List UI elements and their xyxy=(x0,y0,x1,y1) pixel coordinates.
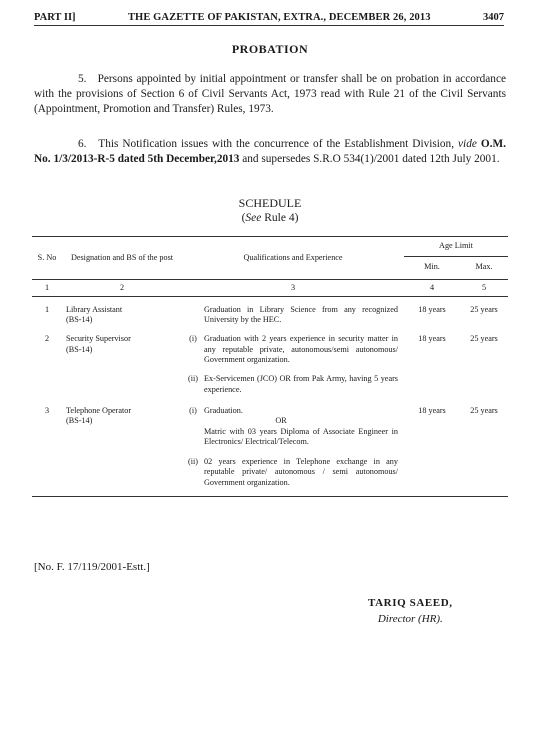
col-number-1: 1 xyxy=(44,282,50,292)
row-3-or: OR xyxy=(275,416,287,426)
page-number: 3407 xyxy=(483,12,504,23)
table-row xyxy=(32,447,508,496)
row-2-q2-num: (ii) xyxy=(187,374,198,384)
paragraph-6 xyxy=(34,137,506,167)
header-max: Max. xyxy=(475,262,493,272)
part-label: PART II] xyxy=(34,12,76,23)
row-3-graduation: Graduation. xyxy=(204,405,243,415)
probation-heading: PROBATION xyxy=(231,42,309,56)
file-reference: [No. F. 17/119/2001-Estt.] xyxy=(34,561,150,573)
gazette-title: THE GAZETTE OF PAKISTAN, EXTRA., DECEMBER 26, 2013 xyxy=(127,12,431,23)
row-1-min: 18 years xyxy=(418,304,446,314)
paragraph-5-text: Persons appointed by initial appointment or transfer shall be on probation in accordance with the provisions of Section 6 of Civil Servants Act, 1973 read with Rule 21 of the Civil Servants (Appointment, Promotion and Transfer) Rules, 1973. xyxy=(34,73,506,115)
col-number-3: 3 xyxy=(290,282,296,292)
row-3-bs: (BS-14) xyxy=(66,416,93,426)
schedule-table xyxy=(32,236,508,497)
row-1-designation xyxy=(62,296,182,325)
row-3-designation xyxy=(62,395,182,447)
row-3-matric: Matric with 03 years Diploma of Associate Engineer in Electronics/ Electrical/Telecom. xyxy=(204,426,398,446)
row-1-bs: (BS-14) xyxy=(66,315,93,325)
row-1-post: Library Assistant xyxy=(66,304,123,314)
col-number-2: 2 xyxy=(119,282,125,292)
col-number-5: 5 xyxy=(481,282,487,292)
schedule-see: See xyxy=(245,212,262,224)
row-3-qualification-1 xyxy=(204,395,404,447)
row-2-bs: (BS-14) xyxy=(66,344,93,354)
paragraph-6-text-b: and supersedes S.R.O 534(1)/2001 dated 12th July 2001. xyxy=(242,153,500,165)
row-2-designation xyxy=(62,325,182,365)
row-3-post: Telephone Operator xyxy=(66,405,132,415)
row-2-sno: 2 xyxy=(44,334,50,344)
row-2-post: Security Supervisor xyxy=(66,334,131,344)
row-3-sno: 3 xyxy=(44,405,50,415)
table-row xyxy=(32,296,508,325)
row-3-max: 25 years xyxy=(470,405,498,415)
paragraph-6-text-a: This Notification issues with the concurrence of the Establishment Division, xyxy=(98,138,455,150)
table-row xyxy=(32,395,508,447)
paragraph-5 xyxy=(34,72,506,117)
header-sno: S. No xyxy=(37,253,57,262)
schedule-rule: Rule 4) xyxy=(264,212,299,224)
schedule-subtitle xyxy=(0,212,540,224)
header-qualifications: Qualifications and Experience xyxy=(243,253,343,262)
header-min: Min. xyxy=(424,262,440,272)
row-3-min: 18 years xyxy=(418,405,446,415)
paragraph-6-vide: vide xyxy=(458,138,477,150)
table-row xyxy=(32,325,508,365)
row-1-q1-num xyxy=(182,296,204,325)
row-1-qualification: Graduation in Library Science from any recognized University by the HEC. xyxy=(204,304,398,325)
signatory-role: Director (HR). xyxy=(377,613,443,625)
paragraph-6-number: 6. xyxy=(78,138,87,150)
paragraph-6-om-reference: O.M. No. 1/3/2013-R-5 dated 5th December,2013 xyxy=(34,138,506,165)
row-2-qualification-1: Graduation with 2 years experience in security matter in any reputable private, autonomous/semi autonomous/ Government organization. xyxy=(204,334,398,365)
row-3-qualification-2: 02 years experience in Telephone exchange in any reputable private/ autonomous / semi autonomous/ Government organization. xyxy=(204,457,398,487)
header-designation: Designation and BS of the post xyxy=(70,253,174,262)
schedule-paren: ( xyxy=(241,212,246,224)
row-2-qualification-2: Ex-Servicemen (JCO) OR from Pak Army, having 5 years experience. xyxy=(204,374,398,394)
table-row xyxy=(32,365,508,395)
gazette-header xyxy=(34,12,504,26)
row-3-q2-num: (ii) xyxy=(187,457,198,467)
row-2-max: 25 years xyxy=(470,334,498,344)
row-1-max: 25 years xyxy=(470,304,498,314)
schedule-title: SCHEDULE xyxy=(238,196,302,210)
row-1-sno: 1 xyxy=(44,304,50,314)
header-age-limit: Age Limit xyxy=(404,237,508,257)
row-2-q1-num: (i) xyxy=(189,334,197,344)
row-3-q1-num: (i) xyxy=(189,405,197,415)
signature-block xyxy=(368,595,453,627)
paragraph-5-number: 5. xyxy=(78,73,87,85)
row-2-min: 18 years xyxy=(418,334,446,344)
signatory-name: TARIQ SAEED, xyxy=(368,597,453,609)
col-number-4: 4 xyxy=(429,282,435,292)
